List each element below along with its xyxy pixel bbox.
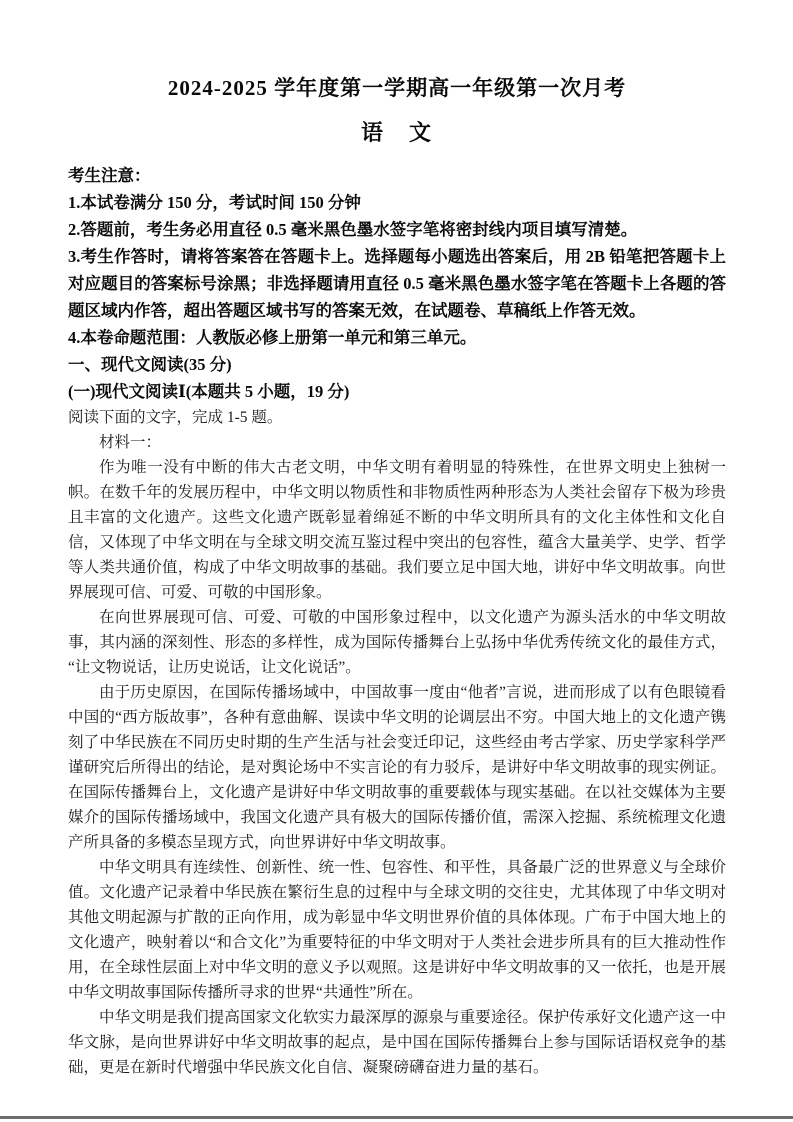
material-paragraph-4: 中华文明具有连续性、创新性、统一性、包容性、和平性，具备最广泛的世界意义与全球价值。文化遗产记录着中华民族在繁衍生息的过程中与全球文明的交往史，尤其体现了中华文明对其他文明起源与扩散的正向作用，成为彰显中华文明世界价值的具体体现。广布于中国大地上的文化遗产，映射着以“和合文化”为重要特征的中华文明对于人类社会进步所具有的巨大推动性作用，在全球性层面上对中华文明的意义予以观照。这是讲好中华文明故事的又一依托，也是开展中华文明故事国际传播所寻求的世界“共通性”所在。	[68, 859, 726, 1001]
section-heading: 一、现代文阅读(35 分)	[68, 355, 232, 374]
notice-item-3: 3.考生作答时，请将答案答在答题卡上。选择题每小题选出答案后，用 2B 铅笔把答题卡上对应题目的答案标号涂黑；非选择题请用直径 0.5 毫米黑色墨水签字笔在答题卡上各题的答题区域内作答，超出答题区域书写的答案无效，在试题卷、草稿纸上作答无效。	[68, 247, 726, 320]
exam-title: 2024-2025 学年度第一学期高一年级第一次月考	[167, 76, 627, 100]
page-bottom-rule	[0, 1116, 793, 1119]
material-one-label: 材料一：	[99, 434, 162, 451]
notice-item-4: 4.本卷命题范围：人教版必修上册第一单元和第三单元。	[68, 328, 477, 347]
notice-heading: 考生注意：	[68, 166, 151, 185]
notice-item-1: 1.本试卷满分 150 分，考试时间 150 分钟	[68, 193, 361, 212]
material-paragraph-2: 在向世界展现可信、可爱、可敬的中国形象过程中，以文化遗产为源头活水的中华文明故事，其内涵的深刻性、形态的多样性，成为国际传播舞台上弘扬中华优秀传统文化的最佳方式，“让文物说话，让历史说话，让文化说话”。	[68, 609, 726, 676]
modern-text-reading-section	[68, 351, 726, 1080]
material-paragraph-1: 作为唯一没有中断的伟大古老文明，中华文明有着明显的特殊性，在世界文明史上独树一帜。在数千年的发展历程中，中华文明以物质性和非物质性两种形态为人类社会留存下极为珍贵且丰富的文化遗产。这些文化遗产既彰显着绵延不断的中华文明所具有的文化主体性和文化自信，又体现了中华文明在与全球文明交流互鉴过程中突出的包容性，蕴含大量美学、史学、哲学等人类共通价值，构成了中华文明故事的基础。我们要立足中国大地，讲好中华文明故事。向世界展现可信、可爱、可敬的中国形象。	[68, 459, 726, 601]
exam-header	[68, 74, 726, 148]
exam-subject: 语 文	[360, 120, 433, 145]
section-subheading: (一)现代文阅读Ⅰ(本题共 5 小题，19 分)	[68, 382, 350, 401]
notice-item-2: 2.答题前，考生务必用直径 0.5 毫米黑色墨水签字笔将密封线内项目填写清楚。	[68, 220, 638, 239]
material-paragraph-5: 中华文明是我们提高国家文化软实力最深厚的源泉与重要途径。保护传承好文化遗产这一中华文脉，是向世界讲好中华文明故事的起点，是中国在国际传播舞台上参与国际话语权竞争的基础，更是在新时代增强中华民族文化自信、凝聚磅礴奋进力量的基石。	[68, 1009, 726, 1076]
reading-instruction: 阅读下面的文字，完成 1-5 题。	[68, 409, 283, 426]
candidate-notice	[68, 162, 726, 351]
material-paragraph-3: 由于历史原因，在国际传播场域中，中国故事一度由“他者”言说，进而形成了以有色眼镜看中国的“西方版故事”，各种有意曲解、误读中华文明的论调层出不穷。中国大地上的文化遗产镌刻了中华民族在不同历史时期的生产生活与社会变迁印记，这些经由考古学家、历史学家科学严谨研究后所得出的结论，是对舆论场中不实言论的有力驳斥，是讲好中华文明故事的现实例证。在国际传播舞台上，文化遗产是讲好中华文明故事的重要载体与现实基础。在以社交媒体为主要媒介的国际传播场域中，我国文化遗产具有极大的国际传播价值，需深入挖掘、系统梳理文化遗产所具备的多模态呈现方式，向世界讲好中华文明故事。	[68, 684, 726, 851]
